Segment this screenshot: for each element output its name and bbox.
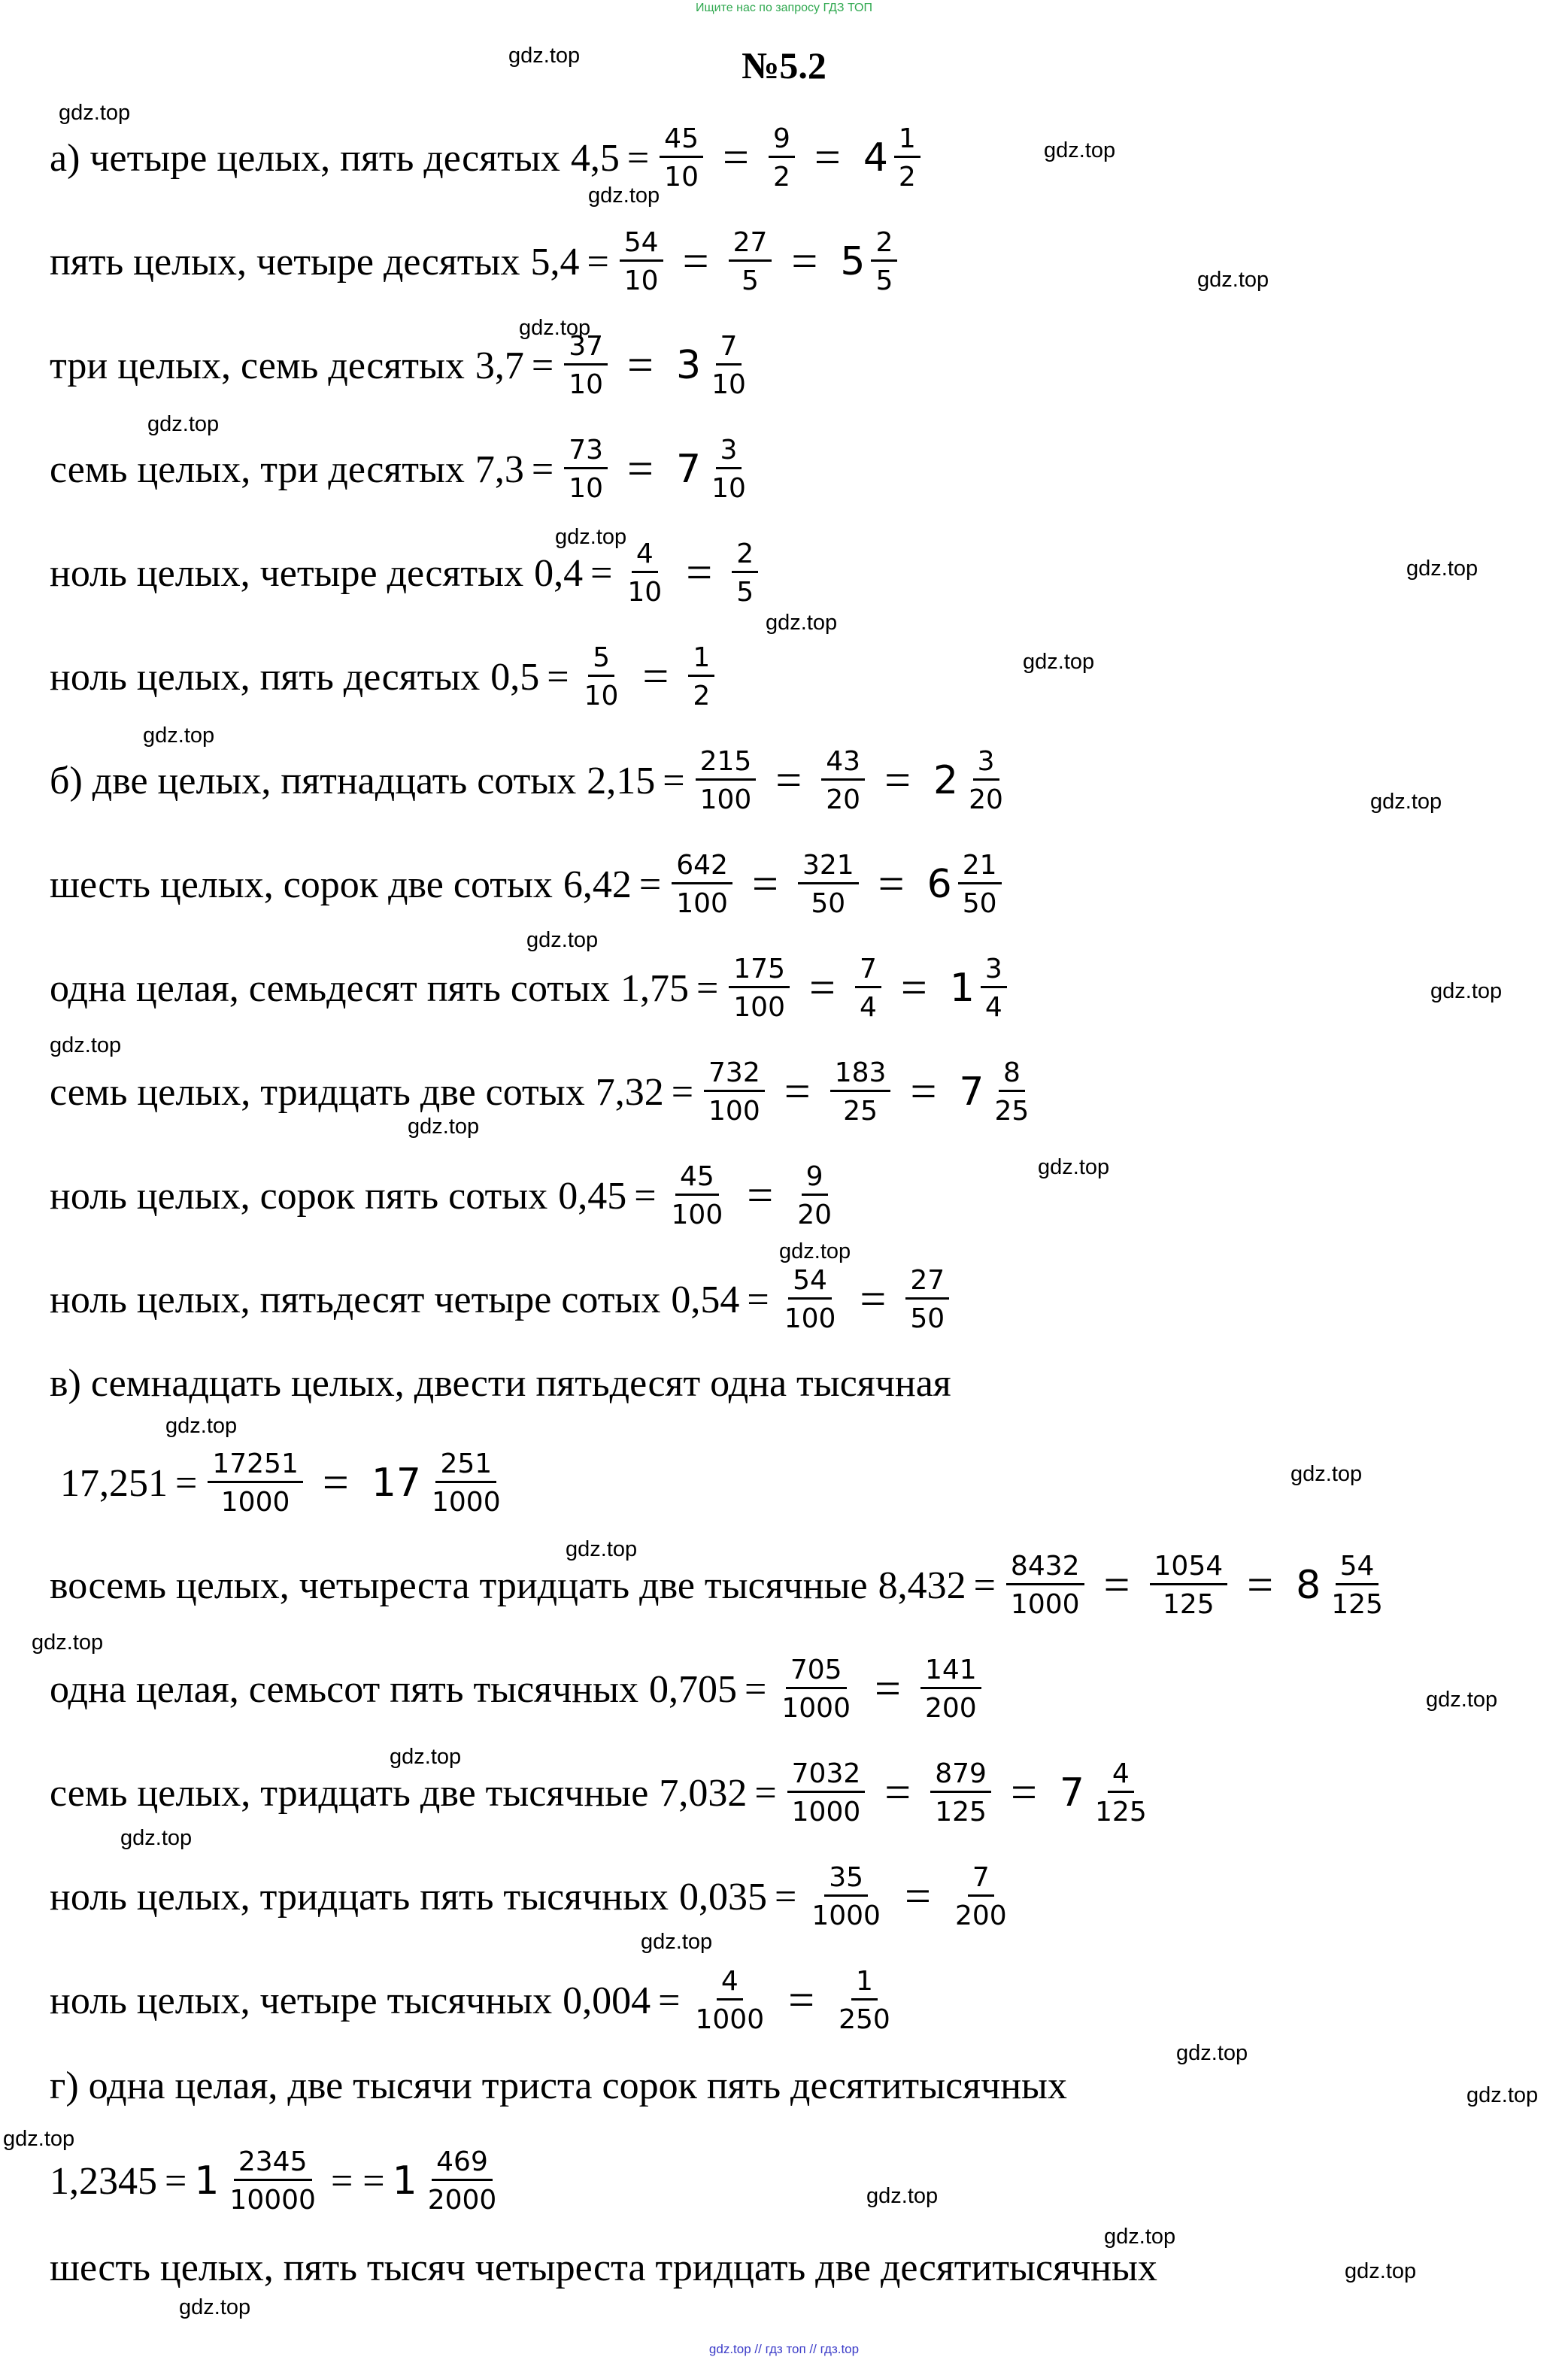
watermark-text: gdz.top bbox=[1104, 2225, 1176, 2249]
fraction bbox=[807, 1861, 885, 1931]
fraction bbox=[427, 1448, 505, 1518]
watermark-text: gdz.top bbox=[147, 412, 220, 436]
equals-sign: = bbox=[874, 1663, 901, 1715]
denominator: 10 bbox=[627, 576, 663, 608]
decimal-value: 7,3 bbox=[475, 447, 524, 491]
number-words: семь целых, тридцать две тысячные bbox=[50, 1771, 649, 1815]
number-words: семь целых, три десятых bbox=[50, 447, 465, 491]
equals-sign: = bbox=[860, 1273, 887, 1325]
decimal-value: 7,32 bbox=[595, 1070, 664, 1114]
numerator: 73 bbox=[564, 437, 608, 469]
fraction bbox=[707, 330, 751, 400]
watermark-text: gdz.top bbox=[1290, 1462, 1363, 1486]
whole-part: 7 bbox=[1059, 1770, 1085, 1815]
decimal-value: 4,5 bbox=[570, 136, 620, 180]
watermark-text: gdz.top bbox=[866, 2184, 939, 2208]
numerator: 1054 bbox=[1150, 1553, 1228, 1585]
watermark-text: gdz.top bbox=[179, 2295, 251, 2319]
equals-sign: = bbox=[686, 547, 713, 599]
fraction bbox=[1090, 1758, 1151, 1828]
numerator: 141 bbox=[920, 1657, 981, 1689]
equation-line bbox=[60, 1438, 508, 1528]
equals-sign: = bbox=[627, 339, 654, 391]
denominator: 5 bbox=[742, 265, 759, 296]
watermark-text: gdz.top bbox=[1038, 1155, 1110, 1179]
number-words: семь целых, тридцать две сотых bbox=[50, 1070, 585, 1114]
numerator: 8 bbox=[999, 1060, 1025, 1092]
part-c-heading: в) семнадцать целых, двести пятьдесят одна тысячная bbox=[50, 1362, 951, 1405]
number-words: одна целая, семьсот пять тысячных bbox=[50, 1667, 639, 1711]
number-words: пять целых, четыре десятых bbox=[50, 240, 520, 284]
equals-sign: = bbox=[658, 1979, 681, 2022]
numerator: 1 bbox=[851, 1968, 878, 2000]
whole-part: 6 bbox=[927, 862, 952, 907]
denominator: 100 bbox=[671, 1199, 723, 1230]
numerator: 321 bbox=[798, 852, 859, 884]
equals-sign: = bbox=[322, 1457, 349, 1509]
watermark-text: gdz.top bbox=[50, 1033, 122, 1057]
equals-sign: = bbox=[878, 858, 905, 910]
equals-sign: = bbox=[638, 863, 662, 906]
denominator: 100 bbox=[676, 887, 728, 919]
fraction bbox=[964, 745, 1008, 815]
fraction bbox=[855, 953, 881, 1023]
equals-sign: = bbox=[627, 443, 654, 495]
fraction bbox=[729, 953, 790, 1023]
fraction bbox=[688, 642, 714, 711]
equation-line bbox=[50, 1748, 1154, 1838]
equals-sign: = bbox=[775, 1875, 797, 1919]
watermark-text: gdz.top bbox=[143, 723, 215, 748]
numerator: 1 bbox=[894, 126, 920, 158]
denominator: 2 bbox=[898, 161, 916, 193]
number-words: ноль целых, четыре тысячных bbox=[50, 1979, 553, 2022]
fraction bbox=[981, 953, 1007, 1023]
number-words: ноль целых, пять десятых bbox=[50, 655, 481, 699]
equals-sign: = bbox=[900, 962, 927, 1014]
equals-sign: = bbox=[910, 1066, 937, 1118]
watermark-text: gdz.top bbox=[555, 525, 627, 549]
numerator: 5 bbox=[588, 645, 614, 677]
equation-line bbox=[50, 113, 924, 203]
equals-sign: = bbox=[175, 1461, 198, 1505]
equals-sign: = bbox=[884, 1767, 911, 1818]
decimal-value: 0,035 bbox=[679, 1875, 768, 1919]
numerator: 469 bbox=[432, 2149, 493, 2181]
watermark-text: gdz.top bbox=[779, 1239, 851, 1263]
equals-sign: = bbox=[547, 655, 569, 699]
equation-line bbox=[50, 528, 761, 618]
equation-line bbox=[50, 632, 717, 722]
number-words: ноль целых, тридцать пять тысячных bbox=[50, 1875, 669, 1919]
fraction bbox=[769, 123, 795, 193]
whole-part: 7 bbox=[676, 447, 702, 492]
denominator: 5 bbox=[875, 265, 893, 296]
watermark-text: gdz.top bbox=[1430, 979, 1503, 1003]
fraction bbox=[729, 226, 772, 296]
watermark-text: gdz.top bbox=[165, 1414, 238, 1438]
denominator: 10000 bbox=[229, 2184, 316, 2216]
fraction bbox=[787, 1758, 866, 1828]
decimal-value: 0,45 bbox=[558, 1174, 627, 1218]
numerator: 54 bbox=[788, 1267, 832, 1300]
equals-sign: = bbox=[682, 235, 709, 287]
numerator: 54 bbox=[620, 229, 663, 262]
decimal-value: 0,54 bbox=[671, 1278, 740, 1321]
number-words: три целых, семь десятых bbox=[50, 344, 465, 387]
decimal-value: 2,15 bbox=[587, 759, 656, 802]
decimal-value: 1,2345 bbox=[50, 2159, 157, 2203]
denominator: 10 bbox=[623, 265, 659, 296]
denominator: 20 bbox=[797, 1199, 833, 1230]
numerator: 3 bbox=[716, 437, 742, 469]
fraction bbox=[423, 2146, 502, 2216]
fraction bbox=[704, 1057, 765, 1127]
numerator: 7 bbox=[968, 1864, 994, 1897]
fraction bbox=[780, 1264, 841, 1334]
numerator: 3 bbox=[973, 748, 999, 781]
decimal-value: 1,75 bbox=[620, 966, 689, 1010]
numerator: 4 bbox=[632, 541, 658, 573]
watermark-text: gdz.top bbox=[1370, 790, 1442, 814]
fraction bbox=[1327, 1550, 1388, 1620]
denominator: 50 bbox=[811, 887, 846, 919]
fraction bbox=[951, 1861, 1011, 1931]
equation-line bbox=[50, 1644, 984, 1734]
numerator: 2 bbox=[871, 229, 897, 262]
fraction bbox=[690, 1965, 769, 2035]
numerator: 2 bbox=[732, 541, 758, 573]
numerator: 7 bbox=[716, 333, 742, 366]
watermark-text: gdz.top bbox=[766, 611, 838, 635]
decimal-value: 8,432 bbox=[878, 1564, 966, 1607]
numerator: 3 bbox=[981, 956, 1007, 988]
denominator: 25 bbox=[843, 1095, 878, 1127]
equation-line bbox=[50, 320, 754, 411]
numerator: 215 bbox=[696, 748, 757, 781]
numerator: 45 bbox=[675, 1163, 719, 1196]
whole-part: 4 bbox=[863, 135, 888, 180]
watermark-text: gdz.top bbox=[519, 316, 591, 340]
part-d-last-line: шесть целых, пять тысяч четыреста тридцать две десятитысячных bbox=[50, 2246, 1157, 2289]
number-words: одна целая, семьдесят пять сотых bbox=[50, 966, 610, 1010]
denominator: 1000 bbox=[695, 2004, 765, 2035]
watermark-text: gdz.top bbox=[1044, 138, 1116, 162]
fraction bbox=[871, 226, 897, 296]
number-words: б) две целых, пятнадцать сотых bbox=[50, 759, 577, 802]
numerator: 21 bbox=[958, 852, 1002, 884]
footer: gdz.top // гдз топ // гдз.top bbox=[708, 2342, 860, 2356]
equation-line bbox=[50, 1955, 898, 2046]
watermark-text: gdz.top bbox=[1426, 1688, 1498, 1712]
equals-sign: = bbox=[788, 1974, 815, 2026]
denominator: 200 bbox=[954, 1900, 1007, 1931]
equals-sign: = bbox=[671, 1070, 694, 1114]
equation-line bbox=[50, 943, 1010, 1033]
fraction bbox=[564, 434, 608, 504]
denominator: 1000 bbox=[791, 1796, 861, 1828]
numerator: 43 bbox=[821, 748, 865, 781]
watermark-text: gdz.top bbox=[566, 1537, 638, 1561]
equals-sign: = = bbox=[330, 2159, 385, 2203]
watermark-text: gdz.top bbox=[408, 1115, 480, 1139]
watermark-text: gdz.top bbox=[32, 1630, 104, 1655]
equals-sign: = bbox=[884, 754, 911, 806]
denominator: 20 bbox=[826, 784, 861, 815]
fraction bbox=[660, 123, 703, 193]
watermark-text: gdz.top bbox=[1197, 268, 1269, 292]
equals-sign: = bbox=[791, 235, 818, 287]
denominator: 100 bbox=[699, 784, 752, 815]
fraction bbox=[564, 330, 608, 400]
equals-sign: = bbox=[587, 240, 609, 284]
denominator: 100 bbox=[733, 991, 785, 1023]
numerator: 9 bbox=[802, 1163, 828, 1196]
denominator: 1000 bbox=[432, 1486, 501, 1518]
numerator: 35 bbox=[824, 1864, 868, 1897]
watermark-text: gdz.top bbox=[390, 1745, 462, 1769]
fraction bbox=[672, 849, 732, 919]
denominator: 10 bbox=[584, 680, 619, 711]
denominator: 1000 bbox=[811, 1900, 881, 1931]
watermark-text: gdz.top bbox=[1406, 557, 1479, 581]
fraction bbox=[830, 1057, 891, 1127]
decimal-value: 6,42 bbox=[563, 863, 632, 906]
number-words: ноль целых, сорок пять сотых bbox=[50, 1174, 548, 1218]
denominator: 10 bbox=[711, 472, 746, 504]
equals-sign: = bbox=[775, 754, 802, 806]
denominator: 10 bbox=[664, 161, 699, 193]
decimal-value: 0,4 bbox=[534, 551, 584, 595]
watermark-text: gdz.top bbox=[3, 2127, 75, 2151]
fraction bbox=[920, 1654, 981, 1724]
watermark-text: gdz.top bbox=[1176, 2041, 1248, 2065]
fraction bbox=[1150, 1550, 1228, 1620]
decimal-value: 7,032 bbox=[659, 1771, 748, 1815]
denominator: 125 bbox=[1331, 1588, 1383, 1620]
equation-line bbox=[50, 217, 900, 307]
numerator: 7032 bbox=[787, 1761, 866, 1793]
equals-sign: = bbox=[751, 858, 778, 910]
page-title: №5.2 bbox=[742, 44, 826, 86]
denominator: 20 bbox=[969, 784, 1003, 815]
equals-sign: = bbox=[1247, 1559, 1274, 1611]
denominator: 2000 bbox=[427, 2184, 497, 2216]
fraction bbox=[905, 1264, 949, 1334]
decimal-value: 0,004 bbox=[563, 1979, 651, 2022]
decimal-value: 3,7 bbox=[475, 344, 524, 387]
fraction bbox=[793, 1160, 836, 1230]
equals-sign: = bbox=[634, 1174, 657, 1218]
equals-sign: = bbox=[1010, 1767, 1037, 1818]
denominator: 25 bbox=[994, 1095, 1030, 1127]
denominator: 4 bbox=[984, 991, 1002, 1023]
fraction bbox=[894, 123, 920, 193]
top-banner: Ищите нас по запросу ГДЗ ТОП bbox=[696, 2, 872, 14]
equals-sign: = bbox=[747, 1278, 769, 1321]
denominator: 2 bbox=[693, 680, 711, 711]
numerator: 705 bbox=[786, 1657, 847, 1689]
decimal-value: 0,5 bbox=[490, 655, 540, 699]
equals-sign: = bbox=[590, 551, 613, 595]
fraction bbox=[580, 642, 623, 711]
number-words: ноль целых, четыре десятых bbox=[50, 551, 524, 595]
watermark-text: gdz.top bbox=[508, 44, 581, 68]
whole-part: 7 bbox=[959, 1069, 984, 1115]
whole-part: 2 bbox=[933, 758, 959, 803]
equals-sign: = bbox=[814, 132, 841, 184]
number-words: восемь целых, четыреста тридцать две тысячные bbox=[50, 1564, 868, 1607]
equals-sign: = bbox=[696, 966, 719, 1010]
fraction bbox=[623, 538, 666, 608]
equals-sign: = bbox=[808, 962, 836, 1014]
denominator: 125 bbox=[1162, 1588, 1215, 1620]
equals-sign: = bbox=[165, 2159, 187, 2203]
equals-sign: = bbox=[904, 1870, 931, 1922]
decimal-value: 17,251 bbox=[60, 1461, 168, 1505]
watermark-text: gdz.top bbox=[59, 101, 131, 125]
denominator: 5 bbox=[736, 576, 754, 608]
watermark-text: gdz.top bbox=[120, 1826, 193, 1850]
fraction bbox=[834, 1965, 895, 2035]
equation-line bbox=[50, 1540, 1391, 1630]
numerator: 183 bbox=[830, 1060, 891, 1092]
equals-sign: = bbox=[722, 132, 749, 184]
numerator: 7 bbox=[855, 956, 881, 988]
numerator: 37 bbox=[564, 333, 608, 366]
denominator: 50 bbox=[962, 887, 997, 919]
numerator: 8432 bbox=[1006, 1553, 1084, 1585]
numerator: 27 bbox=[729, 229, 772, 262]
fraction bbox=[798, 849, 859, 919]
denominator: 2 bbox=[772, 161, 790, 193]
numerator: 642 bbox=[672, 852, 732, 884]
fraction bbox=[1006, 1550, 1084, 1620]
whole-part: 1 bbox=[392, 2158, 417, 2204]
whole-part: 8 bbox=[1296, 1563, 1321, 1608]
numerator: 1 bbox=[688, 645, 714, 677]
fraction bbox=[225, 2146, 320, 2216]
numerator: 4 bbox=[1108, 1761, 1134, 1793]
equation-line bbox=[50, 736, 1011, 826]
equals-sign: = bbox=[531, 344, 554, 387]
numerator: 732 bbox=[704, 1060, 765, 1092]
denominator: 10 bbox=[569, 472, 604, 504]
numerator: 27 bbox=[905, 1267, 949, 1300]
denominator: 200 bbox=[924, 1692, 977, 1724]
equals-sign: = bbox=[747, 1169, 774, 1221]
watermark-text: gdz.top bbox=[588, 184, 660, 208]
numerator: 2345 bbox=[234, 2149, 312, 2181]
decimal-value: 5,4 bbox=[530, 240, 580, 284]
denominator: 250 bbox=[839, 2004, 890, 2035]
numerator: 54 bbox=[1336, 1553, 1379, 1585]
watermark-text: gdz.top bbox=[1345, 2259, 1417, 2283]
watermark-text: gdz.top bbox=[1466, 2083, 1539, 2107]
part-d-first-line bbox=[50, 2136, 504, 2226]
equals-sign: = bbox=[973, 1564, 996, 1607]
equals-sign: = bbox=[642, 651, 669, 702]
decimal-value: 0,705 bbox=[649, 1667, 738, 1711]
numerator: 9 bbox=[769, 126, 795, 158]
denominator: 1000 bbox=[781, 1692, 851, 1724]
numerator: 879 bbox=[930, 1761, 991, 1793]
fraction bbox=[958, 849, 1002, 919]
watermark-text: gdz.top bbox=[641, 1930, 713, 1954]
denominator: 4 bbox=[859, 991, 877, 1023]
fraction bbox=[696, 745, 757, 815]
denominator: 50 bbox=[910, 1303, 945, 1334]
equation-line bbox=[50, 1852, 1014, 1942]
denominator: 100 bbox=[708, 1095, 760, 1127]
denominator: 10 bbox=[569, 369, 604, 400]
fraction bbox=[821, 745, 865, 815]
fraction bbox=[777, 1654, 855, 1724]
equals-sign: = bbox=[531, 447, 554, 491]
numerator: 17251 bbox=[208, 1451, 303, 1483]
whole-part: 3 bbox=[676, 343, 702, 388]
equation-line bbox=[50, 1151, 839, 1241]
fraction bbox=[620, 226, 663, 296]
whole-part: 1 bbox=[194, 2158, 220, 2204]
whole-part: 17 bbox=[371, 1461, 421, 1506]
denominator: 1000 bbox=[220, 1486, 290, 1518]
denominator: 100 bbox=[784, 1303, 836, 1334]
equation-line bbox=[50, 839, 1005, 930]
numerator: 251 bbox=[435, 1451, 496, 1483]
equals-sign: = bbox=[754, 1771, 777, 1815]
fraction bbox=[707, 434, 751, 504]
equation-line bbox=[50, 424, 754, 514]
whole-part: 1 bbox=[949, 966, 975, 1011]
fraction bbox=[990, 1057, 1034, 1127]
denominator: 125 bbox=[1095, 1796, 1147, 1828]
watermark-text: gdz.top bbox=[526, 928, 599, 952]
numerator: 175 bbox=[729, 956, 790, 988]
number-words: шесть целых, сорок две сотых bbox=[50, 863, 553, 906]
denominator: 10 bbox=[711, 369, 746, 400]
equals-sign: = bbox=[663, 759, 685, 802]
equals-sign: = bbox=[784, 1066, 811, 1118]
equals-sign: = bbox=[1103, 1559, 1130, 1611]
equals-sign: = bbox=[626, 136, 650, 180]
fraction bbox=[930, 1758, 991, 1828]
part-d-heading: г) одна целая, две тысячи триста сорок пять десятитысячных bbox=[50, 2064, 1067, 2107]
equals-sign: = bbox=[745, 1667, 767, 1711]
numerator: 45 bbox=[660, 126, 703, 158]
fraction bbox=[732, 538, 758, 608]
equation-line bbox=[50, 1047, 1036, 1137]
denominator: 1000 bbox=[1010, 1588, 1080, 1620]
whole-part: 5 bbox=[840, 239, 866, 284]
fraction bbox=[667, 1160, 728, 1230]
fraction bbox=[208, 1448, 303, 1518]
number-words: ноль целых, пятьдесят четыре сотых bbox=[50, 1278, 661, 1321]
watermark-text: gdz.top bbox=[1023, 650, 1095, 674]
number-words: а) четыре целых, пять десятых bbox=[50, 136, 560, 180]
denominator: 125 bbox=[935, 1796, 987, 1828]
numerator: 4 bbox=[717, 1968, 743, 2000]
equation-line bbox=[50, 1254, 952, 1345]
